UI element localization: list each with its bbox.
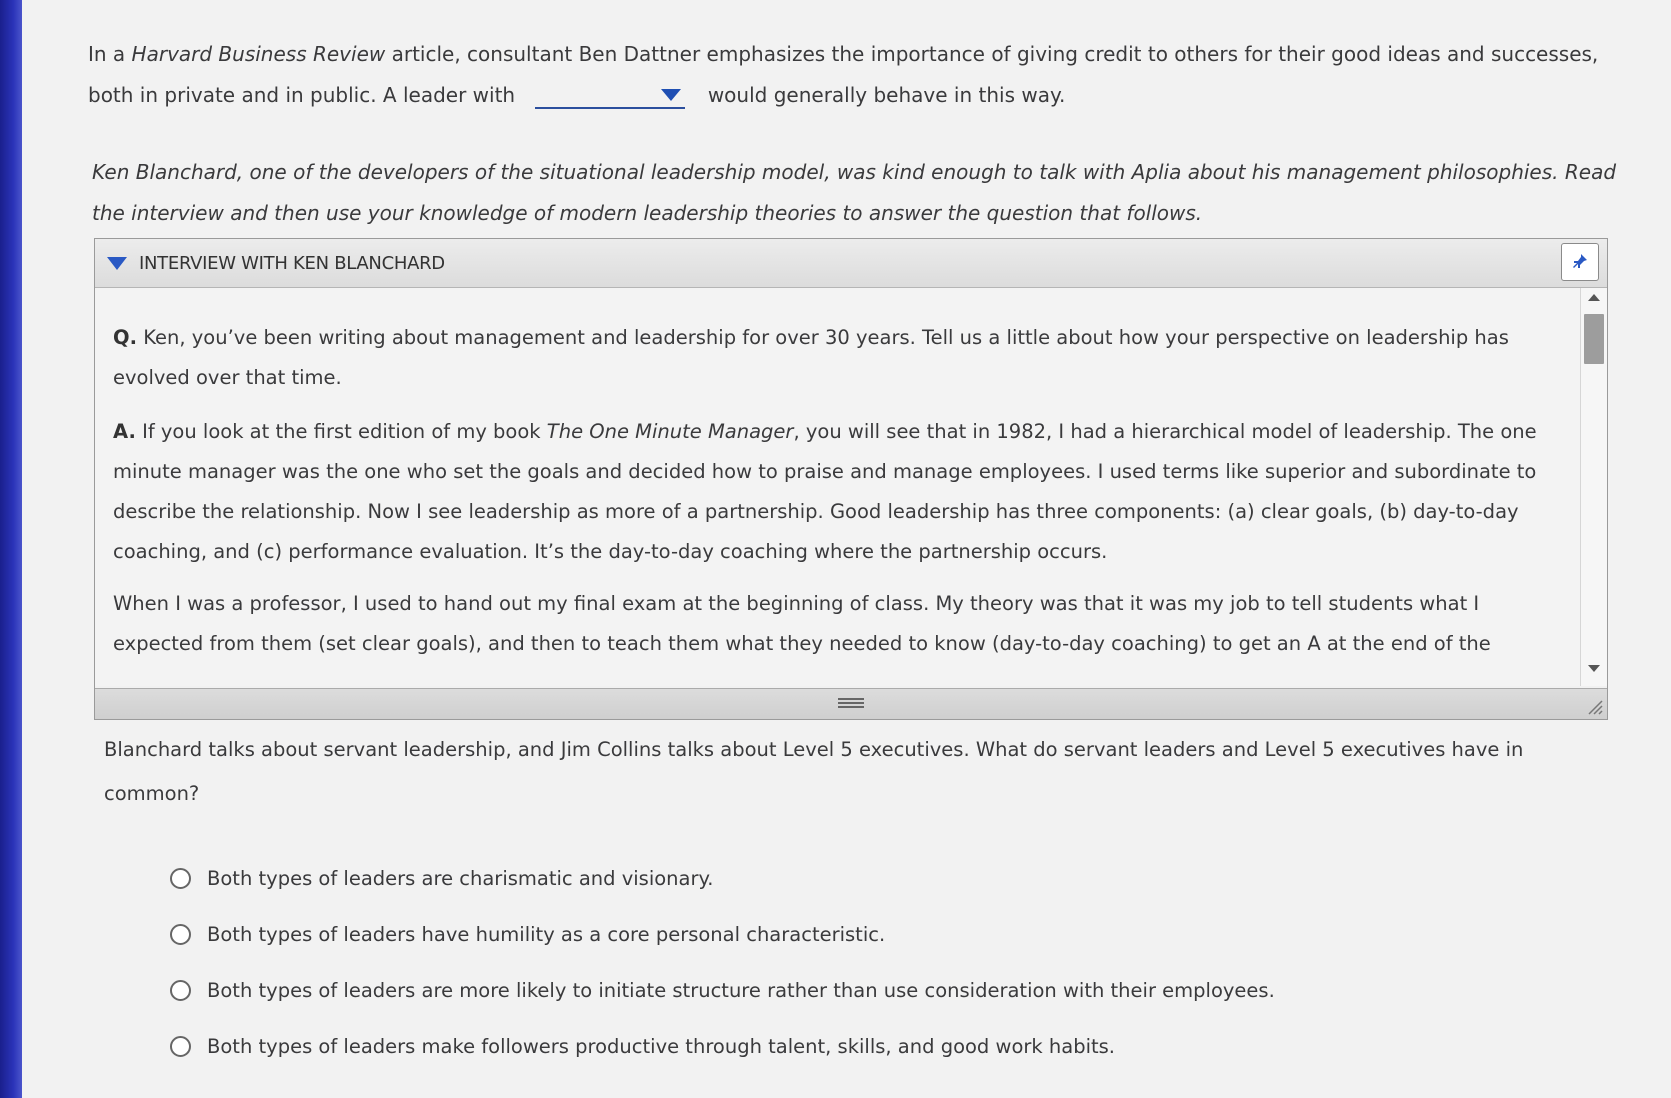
- radio-button[interactable]: [170, 868, 191, 889]
- paragraph-3: [113, 584, 1543, 664]
- scroll-up-arrow-icon[interactable]: [1588, 294, 1600, 301]
- intro-text-2: article, consultant Ben Dattner emphasizes the importance of giving credit to others for their good ideas and successes, both in private and in public. A leader with: [88, 42, 1599, 107]
- option-3[interactable]: [170, 962, 1275, 1018]
- a-label: A.: [113, 420, 136, 443]
- intro-italic: Harvard Business Review: [131, 42, 386, 66]
- radio-button[interactable]: [170, 924, 191, 945]
- a-text-2: , you will see that in 1982, I had a hierarchical model of leadership. The one minute manager was the one who set the goals and decided how to praise and manage employees. I used terms like superior and subordinate to describe the relationship. Now I see leadership as more of a partnership. Good leadership has three components: (a) clear goals, (b) day-to-day coaching, and (c) performance evaluation. It’s the day-to-day coaching where the partnership occurs.: [113, 420, 1537, 563]
- q-label: Q.: [113, 326, 137, 349]
- question-block: [113, 318, 1543, 398]
- pin-button[interactable]: [1561, 243, 1599, 281]
- interview-panel: [94, 238, 1608, 720]
- panel-title: INTERVIEW WITH KEN BLANCHARD: [139, 252, 445, 274]
- option-label[interactable]: Both types of leaders are charismatic and visionary.: [207, 866, 714, 890]
- option-label[interactable]: Both types of leaders have humility as a core personal characteristic.: [207, 922, 886, 946]
- radio-button[interactable]: [170, 1036, 191, 1057]
- answer-dropdown[interactable]: [535, 85, 685, 109]
- option-label[interactable]: Both types of leaders make followers productive through talent, skills, and good work habits.: [207, 1034, 1115, 1058]
- mc-question: Blanchard talks about servant leadership, and Jim Collins talks about Level 5 executives. What do servant leaders and Level 5 executives have in common?: [104, 738, 1524, 805]
- a-text-1: If you look at the first edition of my book: [135, 420, 547, 443]
- panel-header[interactable]: [95, 239, 1607, 288]
- pin-icon: [1570, 252, 1590, 272]
- intro-text-1: In a: [88, 42, 132, 66]
- answer-options: [170, 850, 1275, 1074]
- q-text: Ken, you’ve been writing about management and leadership for over 30 years. Tell us a little about how your perspective on leadership has evolved over that time.: [113, 326, 1509, 389]
- option-4[interactable]: [170, 1018, 1275, 1074]
- intro-paragraph: [88, 34, 1628, 116]
- a-book-title: The One Minute Manager: [546, 420, 794, 443]
- page-content: [22, 0, 1671, 1098]
- option-2[interactable]: [170, 906, 1275, 962]
- para3-text: When I was a professor, I used to hand out my final exam at the beginning of class. My theory was that it was my job to tell students what I expected from them (set clear goals), and then to teach them what they needed to know (day-to-day coaching) to get an A at the end of the: [113, 592, 1491, 655]
- left-edge-strip: [0, 0, 22, 1098]
- answer-block: [113, 412, 1543, 572]
- scroll-thumb[interactable]: [1584, 314, 1604, 364]
- dropdown-caret-icon[interactable]: [661, 89, 681, 101]
- lead-paragraph: Ken Blanchard, one of the developers of the situational leadership model, was kind enough to talk with Aplia about his management philosophies. Read the interview and then use your knowledge of modern leadership theories to answer the question that follows.: [92, 160, 1617, 225]
- radio-button[interactable]: [170, 980, 191, 1001]
- scroll-down-arrow-icon[interactable]: [1588, 665, 1600, 672]
- collapse-triangle-icon[interactable]: [107, 257, 127, 270]
- panel-footer: [95, 688, 1607, 719]
- resize-grip-icon[interactable]: [838, 698, 864, 710]
- option-label[interactable]: Both types of leaders are more likely to initiate structure rather than use consideration with their employees.: [207, 978, 1275, 1002]
- panel-body: [95, 288, 1581, 686]
- intro-text-3: would generally behave in this way.: [707, 83, 1066, 107]
- resize-corner-icon[interactable]: [1585, 697, 1603, 715]
- panel-scrollbar[interactable]: [1580, 288, 1607, 686]
- option-1[interactable]: [170, 850, 1275, 906]
